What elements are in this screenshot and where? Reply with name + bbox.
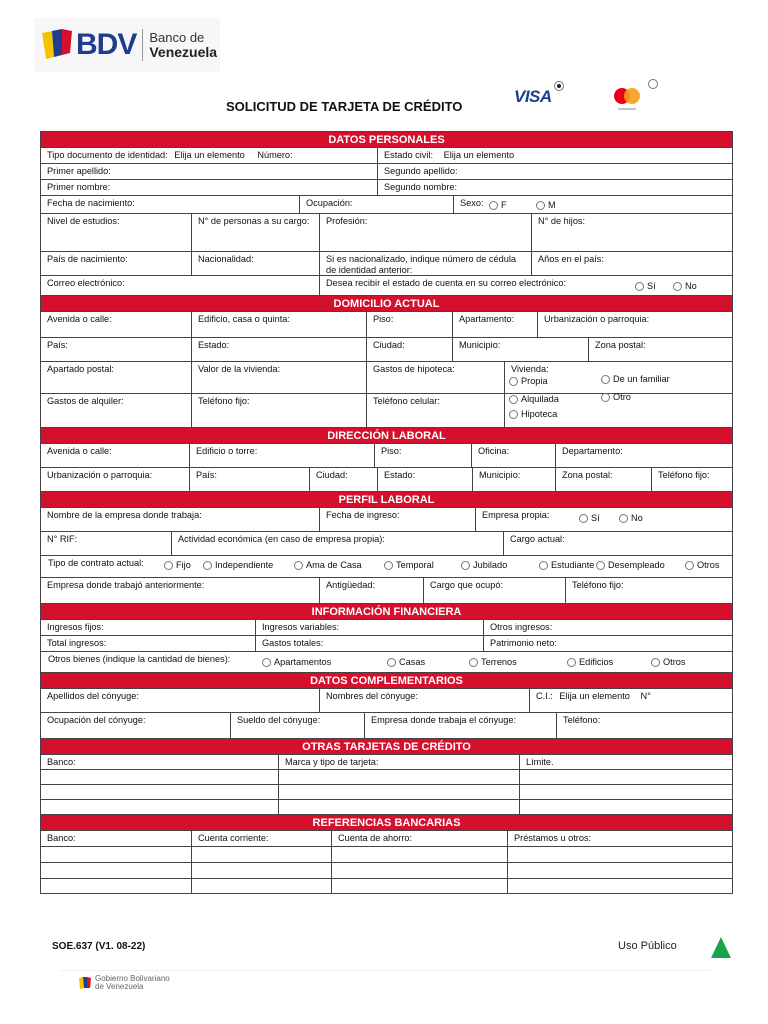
contrato-label: Jubilado: [473, 560, 508, 570]
ref-corriente-cell[interactable]: [191, 847, 331, 862]
tarjeta-banco-cell[interactable]: [41, 785, 278, 799]
table-row: [41, 251, 732, 275]
lab-zona-postal-field[interactable]: Zona postal:: [555, 468, 651, 491]
sexo-label: Sexo:: [460, 198, 484, 208]
svg-text:mastercard: mastercard: [618, 107, 636, 111]
sueldo-conyuge-field[interactable]: Sueldo del cónyuge:: [230, 713, 364, 738]
nombres-conyuge-field[interactable]: Nombres del cónyuge:: [319, 689, 529, 712]
bien-radio[interactable]: [469, 657, 517, 668]
lab-municipio-field[interactable]: Municipio:: [472, 468, 555, 491]
empresa-propia-no-radio[interactable]: No: [619, 513, 643, 524]
dom-apartamento-field[interactable]: Apartamento:: [452, 312, 537, 337]
footer-divider: [60, 970, 710, 971]
contrato-radio[interactable]: [596, 560, 665, 571]
recibir-si-radio[interactable]: Sí: [635, 281, 656, 292]
bdv-logo-mark-icon: [40, 27, 74, 63]
logo-sub2: Venezuela: [149, 44, 218, 60]
estado-civil-label: Estado civil:: [384, 150, 434, 160]
numero-label: Número:: [257, 150, 293, 160]
dom-estado-field[interactable]: Estado:: [191, 338, 366, 361]
tarjeta-marca-cell[interactable]: [278, 785, 519, 799]
tarjeta-marca-cell[interactable]: [278, 800, 519, 814]
table-row: [41, 213, 732, 251]
lab-urbanizacion-field[interactable]: Urbanización o parroquia:: [47, 470, 153, 480]
table-row: [41, 507, 732, 531]
vivienda-hipoteca-radio[interactable]: Hipoteca: [509, 409, 557, 420]
mastercard-logo-icon: [608, 86, 648, 112]
otros-bienes-label: Otros bienes (indique la cantidad de bienes):: [48, 654, 231, 664]
dom-edificio-field[interactable]: Edificio, casa o quinta:: [191, 312, 366, 337]
nacionalizado-field[interactable]: Si es nacionalizado, indique número de cédula de identidad anterior:: [319, 252, 531, 275]
table-row: [41, 651, 732, 672]
green-triangle-icon: [711, 937, 731, 958]
tarjeta-banco-header: Banco:: [47, 757, 76, 767]
logo-sub1: Banco de: [149, 30, 205, 45]
table-row: [41, 311, 732, 337]
dom-municipio-field[interactable]: Municipio:: [452, 338, 588, 361]
fin-total-ingresos-field[interactable]: Total ingresos:: [47, 638, 107, 648]
bien-radio[interactable]: [262, 657, 331, 668]
table-row: [41, 163, 732, 179]
table-row: [41, 712, 732, 738]
bdv-logo: [34, 18, 220, 72]
nacionalidad-field[interactable]: Nacionalidad:: [191, 252, 319, 275]
lab-piso-field[interactable]: Piso:: [374, 444, 471, 467]
perfil-empresa-propia-field: [475, 508, 732, 531]
ci-numero-label: N°: [640, 691, 651, 701]
section-referencias-bancarias: REFERENCIAS BANCARIAS: [41, 814, 732, 830]
table-row: [41, 830, 732, 846]
table-row: [41, 275, 732, 295]
nivel-estudios-field[interactable]: Nivel de estudios:: [47, 216, 120, 226]
vivienda-label: Vivienda:: [511, 364, 549, 374]
perfil-antiguedad-field[interactable]: Antigüedad:: [319, 578, 423, 603]
dom-telefono-fijo-field[interactable]: Teléfono fijo:: [191, 394, 366, 427]
gob-line1: Gobierno Bolivariano: [95, 974, 170, 983]
section-informacion-financiera: INFORMACIÓN FINANCIERA: [41, 603, 732, 619]
profesion-field[interactable]: Profesión:: [319, 214, 531, 251]
contrato-label: Ama de Casa: [306, 560, 362, 570]
ref-banco-cell[interactable]: [41, 879, 191, 893]
ref-banco-cell[interactable]: [41, 863, 191, 878]
ci-conyuge-field[interactable]: [529, 689, 732, 712]
perfil-fecha-ingreso-field[interactable]: Fecha de ingreso:: [319, 508, 475, 531]
tarjeta-limite-cell[interactable]: [519, 770, 732, 784]
ref-corriente-cell[interactable]: [191, 863, 331, 878]
bien-label: Edificios: [579, 657, 614, 667]
perfil-empresa-field[interactable]: Nombre de la empresa donde trabaja:: [47, 510, 202, 520]
ref-ahorro-cell[interactable]: [331, 847, 507, 862]
section-datos-personales: DATOS PERSONALES: [41, 131, 732, 147]
ref-prestamos-cell[interactable]: [507, 879, 732, 893]
dom-gastos-alquiler-field[interactable]: Gastos de alquiler:: [47, 396, 124, 406]
ocupacion-field[interactable]: Ocupación:: [299, 196, 453, 213]
tarjeta-marca-cell[interactable]: [278, 770, 519, 784]
estado-civil-field[interactable]: [377, 148, 732, 163]
contrato-label: Independiente: [215, 560, 274, 570]
tarjeta-banco-cell[interactable]: [41, 800, 278, 814]
logo-divider: [142, 29, 143, 61]
form-code: SOE.637 (V1. 08-22): [52, 941, 146, 952]
ref-ahorro-cell[interactable]: [331, 879, 507, 893]
section-domicilio: DOMICILIO ACTUAL: [41, 295, 732, 311]
table-row: [41, 393, 732, 427]
table-row: [41, 619, 732, 635]
lab-telefono-fijo-field[interactable]: Teléfono fijo:: [651, 468, 732, 491]
anios-pais-field[interactable]: Años en el país:: [531, 252, 732, 275]
recibir-estado-field: [319, 276, 732, 295]
fecha-nacimiento-field[interactable]: Fecha de nacimiento:: [47, 198, 135, 208]
table-row: [41, 147, 732, 163]
tipo-doc-select[interactable]: Elija un elemento: [174, 150, 245, 160]
empresa-propia-label: Empresa propia:: [482, 510, 550, 520]
dom-gastos-hipoteca-field[interactable]: Gastos de hipoteca:: [366, 362, 504, 393]
tarjeta-limite-cell[interactable]: [519, 785, 732, 799]
section-direccion-laboral: DIRECCIÓN LABORAL: [41, 427, 732, 443]
fin-gastos-totales-field[interactable]: Gastos totales:: [255, 636, 483, 651]
visa-logo: VISA: [514, 87, 552, 106]
mastercard-radio[interactable]: [648, 79, 658, 89]
fin-ingresos-variables-field[interactable]: Ingresos variables:: [255, 620, 483, 635]
bien-label: Casas: [399, 657, 426, 667]
perfil-actividad-field[interactable]: Actividad económica (en caso de empresa propia):: [171, 532, 503, 555]
dom-valor-vivienda-field[interactable]: Valor de la vivienda:: [191, 362, 366, 393]
vivienda-familiar-radio[interactable]: De un familiar: [601, 374, 670, 385]
pais-nacimiento-field[interactable]: País de nacimiento:: [47, 254, 128, 264]
ci-select[interactable]: Elija un elemento: [559, 691, 630, 701]
bien-label: Otros: [663, 657, 686, 667]
contrato-radio[interactable]: [203, 560, 273, 571]
recibir-no-radio[interactable]: No: [673, 281, 697, 292]
perfil-cargo-ocupo-field[interactable]: Cargo que ocupó:: [423, 578, 565, 603]
section-otras-tarjetas: OTRAS TARJETAS DE CRÉDITO: [41, 738, 732, 754]
ocupacion-conyuge-field[interactable]: Ocupación del cónyuge:: [47, 715, 146, 725]
dom-avenida-field[interactable]: Avenida o calle:: [47, 314, 112, 324]
lab-pais-field[interactable]: País:: [189, 468, 309, 491]
ref-corriente-header: Cuenta corriente:: [191, 831, 331, 846]
contrato-label: Estudiante: [551, 560, 595, 570]
fin-patrimonio-field[interactable]: Patrimonio neto:: [483, 636, 732, 651]
logo-subtitle: [149, 31, 217, 59]
table-row: [41, 769, 732, 784]
dom-pais-field[interactable]: País:: [47, 340, 68, 350]
section-datos-complementarios: DATOS COMPLEMENTARIOS: [41, 672, 732, 688]
vivienda-alquilada-radio[interactable]: Alquilada: [509, 394, 559, 405]
fin-ingresos-fijos-field[interactable]: Ingresos fijos:: [47, 622, 104, 632]
table-row: [41, 531, 732, 555]
tipo-doc-field[interactable]: [41, 148, 377, 163]
telefono-conyuge-field[interactable]: Teléfono:: [556, 713, 732, 738]
bien-radio[interactable]: [387, 657, 425, 668]
venezuela-flag-icon: [78, 976, 92, 990]
primer-apellido-field[interactable]: Primer apellido:: [47, 166, 111, 176]
contrato-radio[interactable]: [461, 560, 507, 571]
table-row: [41, 577, 732, 603]
gobierno-logo: [78, 975, 170, 991]
table-row: [41, 878, 732, 894]
segundo-nombre-field[interactable]: Segundo nombre:: [377, 180, 732, 195]
segundo-apellido-field[interactable]: Segundo apellido:: [377, 164, 732, 179]
lab-ciudad-field[interactable]: Ciudad:: [309, 468, 377, 491]
fin-otros-ingresos-field[interactable]: Otros ingresos:: [483, 620, 732, 635]
tarjeta-banco-cell[interactable]: [41, 770, 278, 784]
table-row: [41, 337, 732, 361]
bien-radio[interactable]: [651, 657, 685, 668]
table-row: [41, 846, 732, 862]
sexo-m-radio[interactable]: M: [536, 200, 556, 211]
personas-cargo-field[interactable]: N° de personas a su cargo:: [191, 214, 319, 251]
contrato-label: Desempleado: [608, 560, 665, 570]
vivienda-propia-radio[interactable]: Propia: [509, 376, 548, 387]
lab-edificio-field[interactable]: Edificio o torre:: [189, 444, 374, 467]
logo-text: BDV: [76, 28, 137, 61]
table-row: [41, 799, 732, 814]
dom-apartado-field[interactable]: Apartado postal:: [47, 364, 114, 374]
table-row: [41, 754, 732, 769]
contrato-radio[interactable]: [539, 560, 594, 571]
primer-nombre-field[interactable]: Primer nombre:: [47, 182, 111, 192]
ref-corriente-cell[interactable]: [191, 879, 331, 893]
ref-banco-cell[interactable]: [41, 847, 191, 862]
perfil-rif-field[interactable]: N° RIF:: [47, 534, 78, 544]
table-row: [41, 467, 732, 491]
ref-prestamos-header: Préstamos u otros:: [507, 831, 732, 846]
table-row: [41, 635, 732, 651]
tarjeta-marca-header: Marca y tipo de tarjeta:: [278, 755, 519, 769]
bien-radio[interactable]: [567, 657, 613, 668]
ref-prestamos-cell[interactable]: [507, 847, 732, 862]
uso-publico-label: Uso Público: [618, 940, 677, 952]
vivienda-otro-radio[interactable]: Otro: [601, 392, 631, 403]
gob-line2: de Venezuela: [95, 982, 144, 991]
bien-label: Apartamentos: [274, 657, 332, 667]
contrato-label: Fijo: [176, 560, 191, 570]
gobierno-text: [95, 975, 170, 991]
dom-urbanizacion-field[interactable]: Urbanización o parroquia:: [537, 312, 732, 337]
ref-ahorro-header: Cuenta de ahorro:: [331, 831, 507, 846]
apellidos-conyuge-field[interactable]: Apellidos del cónyuge:: [47, 691, 139, 701]
application-form: [40, 131, 733, 894]
contrato-label: Temporal: [396, 560, 434, 570]
visa-radio[interactable]: [554, 81, 564, 91]
dom-telefono-celular-field[interactable]: Teléfono celular:: [366, 394, 504, 427]
lab-estado-field[interactable]: Estado:: [377, 468, 472, 491]
ref-prestamos-cell[interactable]: [507, 863, 732, 878]
tipo-doc-label: Tipo documento de identidad:: [47, 150, 168, 160]
table-row: [41, 179, 732, 195]
page-title: SOLICITUD DE TARJETA DE CRÉDITO: [226, 99, 463, 114]
lab-avenida-field[interactable]: Avenida o calle:: [47, 446, 112, 456]
recibir-estado-label: Desea recibir el estado de cuenta en su correo electrónico:: [326, 278, 567, 288]
dom-ciudad-field[interactable]: Ciudad:: [366, 338, 452, 361]
perfil-telefono-fijo-field[interactable]: Teléfono fijo:: [565, 578, 732, 603]
table-row: [41, 688, 732, 712]
sexo-f-radio[interactable]: F: [489, 200, 507, 211]
contrato-radio[interactable]: [685, 560, 719, 571]
ref-banco-header: Banco:: [47, 833, 76, 843]
contrato-radio[interactable]: [164, 560, 191, 571]
table-row: [41, 555, 732, 577]
table-row: [41, 784, 732, 799]
empresa-propia-si-radio[interactable]: Sí: [579, 513, 600, 524]
table-row: [41, 195, 732, 213]
ref-ahorro-cell[interactable]: [331, 863, 507, 878]
table-row: [41, 862, 732, 878]
contrato-radio[interactable]: [384, 560, 434, 571]
contrato-radio[interactable]: [294, 560, 362, 571]
perfil-empresa-anterior-field[interactable]: Empresa donde trabajó anteriormente:: [47, 580, 205, 590]
contrato-label: Otros: [697, 560, 720, 570]
table-row: [41, 361, 732, 393]
table-row: [41, 443, 732, 467]
section-perfil-laboral: PERFIL LABORAL: [41, 491, 732, 507]
lab-departamento-field[interactable]: Departamento:: [555, 444, 732, 467]
empresa-conyuge-field[interactable]: Empresa donde trabaja el cónyuge:: [364, 713, 556, 738]
tarjeta-limite-header: Límite.: [519, 755, 732, 769]
bien-label: Terrenos: [481, 657, 517, 667]
lab-oficina-field[interactable]: Oficina:: [471, 444, 555, 467]
perfil-cargo-actual-field[interactable]: Cargo actual:: [503, 532, 732, 555]
ci-label: C.I.:: [536, 691, 553, 701]
hijos-field[interactable]: N° de hijos:: [531, 214, 732, 251]
correo-field[interactable]: Correo electrónico:: [47, 278, 125, 288]
dom-piso-field[interactable]: Piso:: [366, 312, 452, 337]
tarjeta-limite-cell[interactable]: [519, 800, 732, 814]
dom-zona-postal-field[interactable]: Zona postal:: [588, 338, 732, 361]
estado-civil-select[interactable]: Elija un elemento: [443, 150, 515, 160]
tipo-contrato-label: Tipo de contrato actual:: [48, 558, 144, 568]
